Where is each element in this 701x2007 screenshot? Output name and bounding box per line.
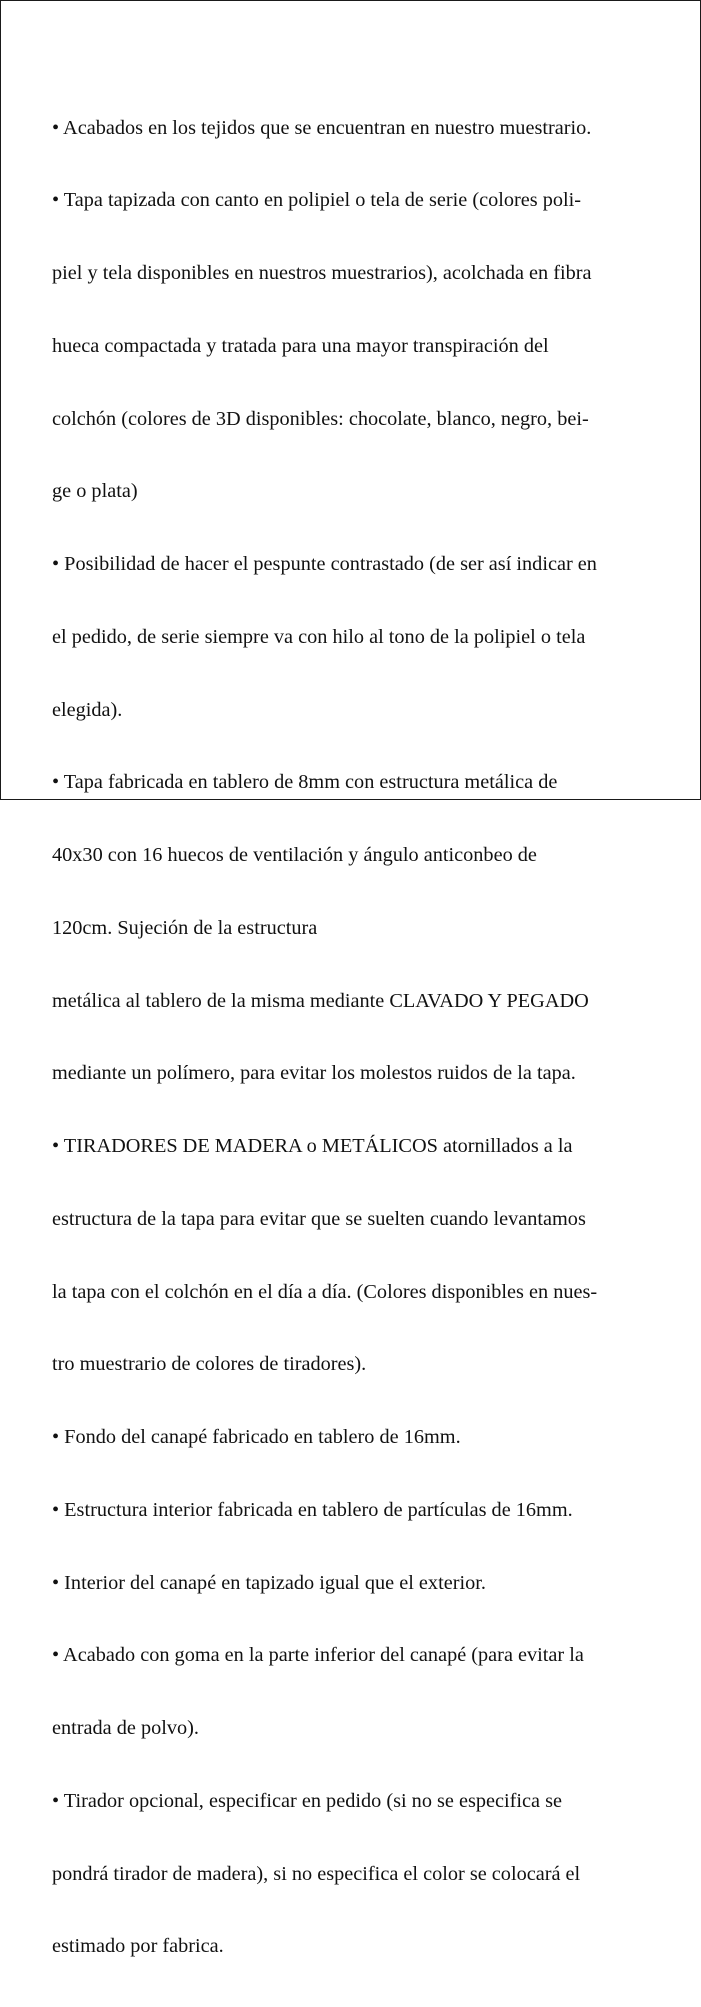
text-line: • Posibilidad de hacer el pespunte contrastado (de ser así indicar en: [52, 553, 597, 575]
text-line: estructura de la tapa para evitar que se suelten cuando levantamos: [52, 1207, 586, 1230]
text-line: ge o plata): [52, 480, 138, 503]
text-line: estimado por fabrica.: [52, 1935, 224, 1958]
text-line: metálica al tablero de la misma mediante CLAVADO Y PEGADO: [52, 989, 589, 1012]
spec-text-block: [52, 67, 692, 2007]
text-line: • Estructura interior fabricada en tablero de partículas de 16mm.: [52, 1498, 573, 1521]
text-line: • Tirador opcional, especificar en pedido (si no se especifica se: [52, 1789, 563, 1812]
text-line: • Tapa fabricada en tablero de 8mm con estructura metálica de: [52, 771, 558, 794]
text-line: • Fondo del canapé fabricado en tablero de 16mm.: [52, 1426, 461, 1448]
text-line: 120cm. Sujeción de la estructura: [52, 916, 318, 939]
text-line: • TIRADORES DE MADERA o METÁLICOS atornillados a la: [52, 1135, 573, 1157]
text-line: la tapa con el colchón en el día a día. (Colores disponibles en nues-: [52, 1280, 598, 1303]
text-line: elegida).: [52, 698, 123, 721]
text-line: pondrá tirador de madera), si no especifica el color se colocará el: [52, 1862, 581, 1885]
text-line: • Acabado con goma en la parte inferior del canapé (para evitar la: [52, 1644, 584, 1667]
text-line: • Tapa tapizada con canto en polipiel o tela de serie (colores poli-: [52, 189, 582, 212]
text-line: colchón (colores de 3D disponibles: chocolate, blanco, negro, bei-: [52, 407, 589, 430]
text-line: 40x30 con 16 huecos de ventilación y ángulo anticonbeo de: [52, 844, 537, 866]
text-line: tro muestrario de colores de tiradores).: [52, 1353, 367, 1376]
text-line: • Interior del canapé en tapizado igual que el exterior.: [52, 1571, 486, 1594]
text-line: • Acabados en los tejidos que se encuentran en nuestro muestrario.: [52, 116, 592, 139]
text-line: hueca compactada y tratada para una mayor transpiración del: [52, 334, 549, 357]
text-line: mediante un polímero, para evitar los molestos ruidos de la tapa.: [52, 1062, 576, 1085]
text-line: el pedido, de serie siempre va con hilo al tono de la polipiel o tela: [52, 625, 586, 648]
text-line: entrada de polvo).: [52, 1717, 199, 1739]
text-line: piel y tela disponibles en nuestros muestrarios), acolchada en fibra: [52, 262, 592, 284]
